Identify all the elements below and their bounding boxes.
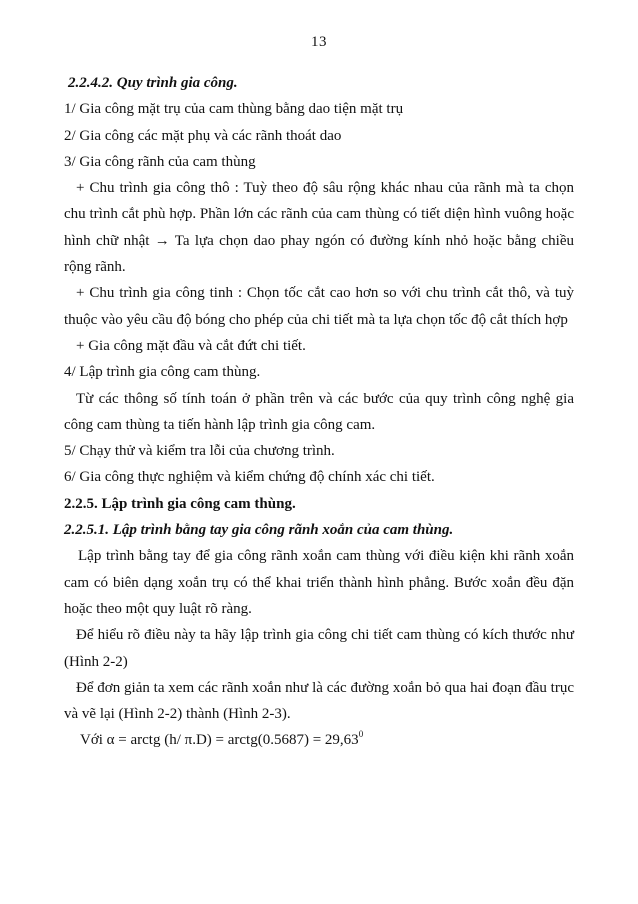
understanding-paragraph: Để hiểu rõ điều này ta hãy lập trình gia công chi tiết cam thùng có kích thước như (Hình 2-2) — [64, 627, 574, 670]
page-number: 13 — [311, 34, 327, 50]
process-step-3: 3/ Gia công rãnh của cam thùng — [64, 153, 256, 170]
simplify-paragraph: Để đơn giản ta xem các rãnh xoắn như là các đường xoắn bỏ qua hai đoạn đầu trục và vẽ lại (Hình 2-2) thành (Hình 2-3). — [64, 679, 574, 723]
document-body — [64, 70, 574, 754]
manual-programming-paragraph: Lập trình bằng tay để gia công rãnh xoắn cam thùng với điều kiện khi rãnh xoắn cam có biên dạng xoắn trụ có thể khai triển thành hình phẳng. Bước xoắn đều đặn hoặc theo một quy luật rõ ràng. — [64, 548, 574, 617]
face-cut-paragraph: + Gia công mặt đầu và cắt đứt chi tiết. — [76, 337, 306, 354]
heading-2-2-5-1: 2.2.5.1. Lập trình bằng tay gia công rãnh xoắn của cam thùng. — [64, 522, 454, 539]
degree-superscript: 0 — [358, 729, 364, 740]
process-step-1: 1/ Gia công mặt trụ của cam thùng bằng dao tiện mặt trụ — [64, 101, 404, 118]
step-4-body-paragraph: Từ các thông số tính toán ở phần trên và các bước của quy trình công nghệ gia công cam thùng ta tiến hành lập trình gia công cam. — [64, 390, 574, 433]
heading-2-2-5: 2.2.5. Lập trình gia công cam thùng. — [64, 495, 296, 512]
alpha-formula — [64, 727, 574, 753]
rough-cycle-paragraph: + Chu trình gia công thô : Tuỳ theo độ sâu rộng khác nhau của rãnh mà ta chọn chu trình cắt phù hợp. Phần lớn các rãnh của cam thùng có tiết diện hình vuông hoặc hình chữ nhật → Ta lựa chọn dao phay ngón có đường kính nhỏ hoặc bằng chiều rộng rãnh. — [64, 180, 574, 276]
alpha-formula-text: Với α = arctg (h/ π.D) = arctg(0.5687) = 29,63 — [80, 732, 359, 749]
heading-2-2-4-2: 2.2.4.2. Quy trình gia công. — [68, 75, 238, 91]
process-step-4: 4/ Lập trình gia công cam thùng. — [64, 364, 261, 381]
process-step-5: 5/ Chạy thử và kiểm tra lỗi của chương trình. — [64, 443, 335, 460]
process-step-6: 6/ Gia công thực nghiệm và kiểm chứng độ chính xác chi tiết. — [64, 469, 435, 486]
finish-cycle-paragraph: + Chu trình gia công tinh : Chọn tốc cắt cao hơn so với chu trình cắt thô, và tuỳ thuộc vào yêu cầu độ bóng cho phép của chi tiết mà ta lựa chọn tốc độ cắt thích hợp — [64, 285, 574, 328]
process-step-2: 2/ Gia công các mặt phụ và các rãnh thoát dao — [64, 127, 342, 144]
